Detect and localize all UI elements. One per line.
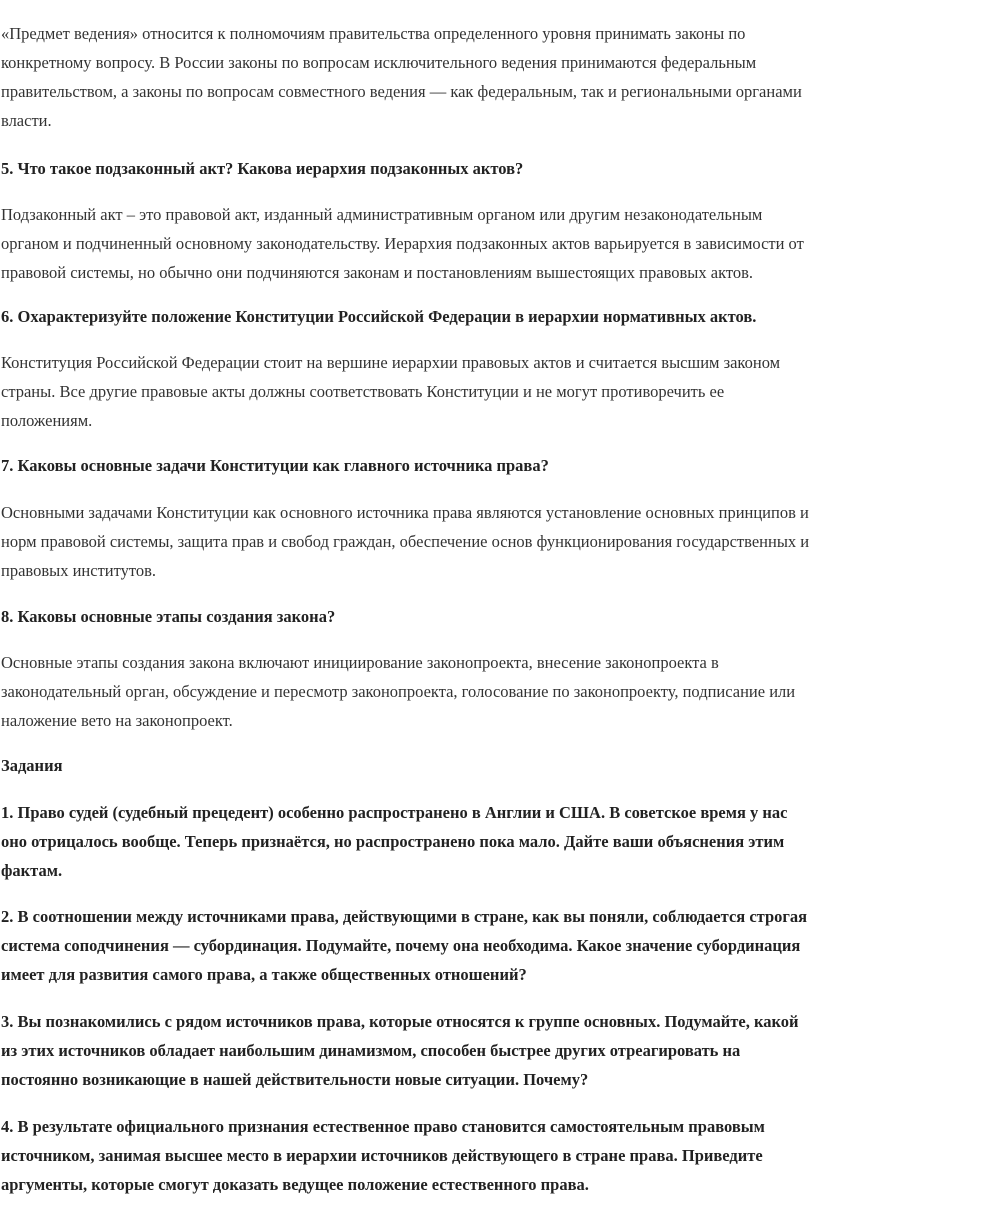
text-line: органом и подчиненный основному законодательству. Иерархия подзаконных актов варьируется в зависимости от [1,234,804,253]
text-line: источником, занимая высшее место в иерархии источников действующего в стране права. Приведите [1,1146,763,1165]
text-line: правительством, а законы по вопросам совместного ведения — как федеральным, так и региональными органами [1,82,802,101]
text-line: правовых институтов. [1,561,157,580]
question-heading [1,451,981,480]
text-line: страны. Все другие правовые акты должны соответствовать Конституции и не могут противоречить ее [1,382,725,401]
text-line: фактам. [1,861,63,880]
text-line: норм правовой системы, защита прав и свобод граждан, обеспечение основ функционирования государственных и [1,532,810,551]
text-line: имеет для развития самого права, а также общественных отношений? [1,965,527,984]
text-line: конкретному вопросу. В России законы по вопросам исключительного ведения принимаются федеральным [1,53,757,72]
text-line: Конституция Российской Федерации стоит на вершине иерархии правовых актов и считается высшим законом [1,353,781,372]
text-line: 7. Каковы основные задачи Конституции как главного источника права? [1,456,549,475]
text-line: аргументы, которые смогут доказать ведущее положение естественного права. [1,1175,589,1194]
question-heading [1,302,981,331]
answer-paragraph [1,200,981,287]
question-heading [1,602,981,631]
text-line: Задания [1,756,63,775]
answer-paragraph [1,498,981,585]
question-heading [1,1112,981,1199]
question-heading [1,1007,981,1094]
text-line: власти. [1,111,52,130]
text-line: Подзаконный акт – это правовой акт, изданный административным органом или другим незаконодательным [1,205,763,224]
text-line: 5. Что такое подзаконный акт? Какова иерархия подзаконных актов? [1,159,524,178]
text-line: из этих источников обладает наибольшим динамизмом, способен быстрее других отреагировать на [1,1041,741,1060]
question-heading [1,751,981,780]
text-line: законодательный орган, обсуждение и пересмотр законопроекта, голосование по законопроекту, подписание или [1,682,796,701]
text-line: «Предмет ведения» относится к полномочиям правительства определенного уровня принимать законы по [1,24,746,43]
text-line: Основные этапы создания закона включают инициирование законопроекта, внесение законопроекта в [1,653,719,672]
text-line: 3. Вы познакомились с рядом источников права, которые относятся к группе основных. Подумайте, какой [1,1012,799,1031]
answer-paragraph [1,348,981,435]
text-line: 1. Право судей (судебный прецедент) особенно распространено в Англии и США. В советское время у нас [1,803,788,822]
text-line: 8. Каковы основные этапы создания закона? [1,607,336,626]
text-line: 4. В результате официального признания естественное право становится самостоятельным правовым [1,1117,765,1136]
text-line: постоянно возникающие в нашей действительности новые ситуации. Почему? [1,1070,589,1089]
text-line: положениям. [1,411,93,430]
text-line: правовой системы, но обычно они подчиняются законам и постановлениям вышестоящих правовых актов. [1,263,754,282]
text-line: Основными задачами Конституции как основного источника права являются установление основных принципов и [1,503,809,522]
text-line: 6. Охарактеризуйте положение Конституции Российской Федерации в иерархии нормативных актов. [1,307,757,326]
answer-paragraph [1,648,981,735]
answer-paragraph [1,19,981,135]
question-heading [1,902,981,989]
question-heading [1,154,981,183]
text-line: оно отрицалось вообще. Теперь признаётся, но распространено пока мало. Дайте ваши объяснения этим [1,832,785,851]
text-line: 2. В соотношении между источниками права, действующими в стране, как вы поняли, соблюдается строгая [1,907,808,926]
text-line: система соподчинения — субординация. Подумайте, почему она необходима. Какое значение субординация [1,936,801,955]
text-line: наложение вето на законопроект. [1,711,233,730]
question-heading [1,798,981,885]
